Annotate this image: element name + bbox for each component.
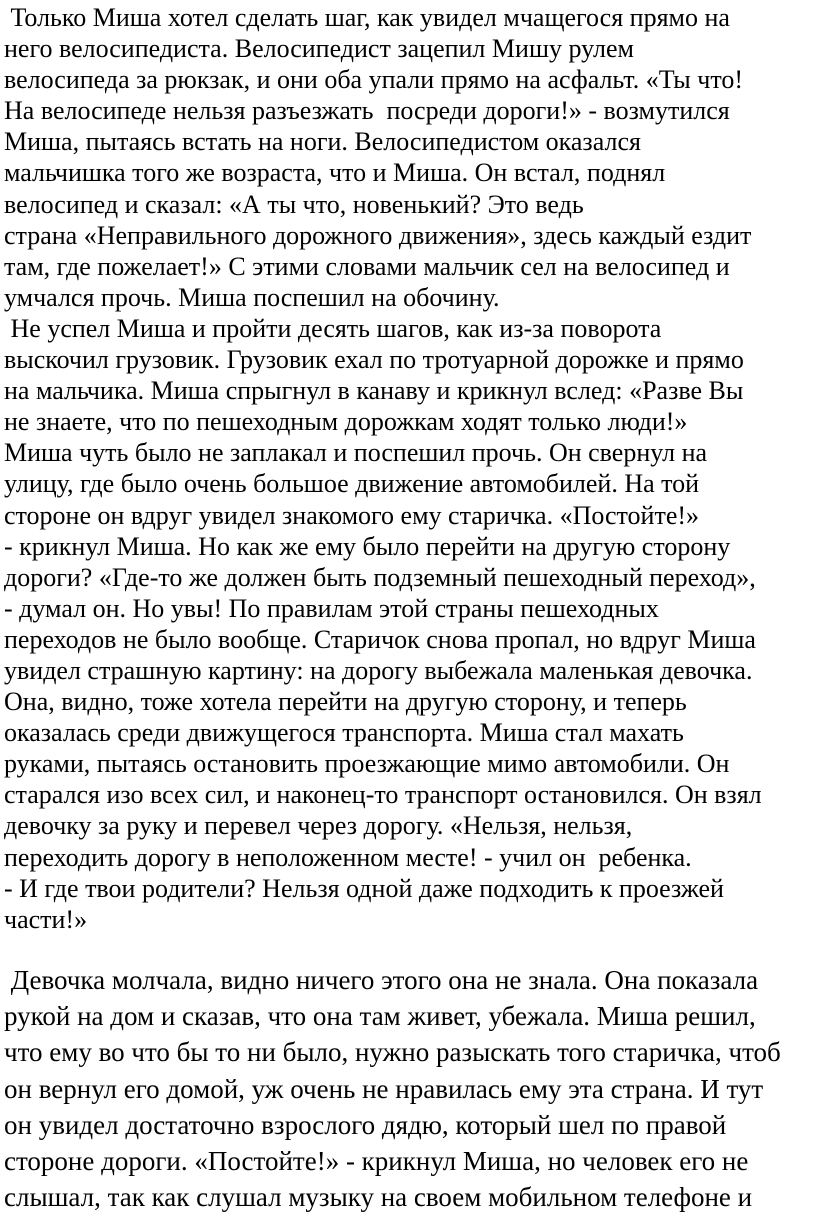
text-line: оказалась среди движущегося транспорта. Миша стал махать bbox=[4, 718, 684, 748]
text-line: Только Миша хотел сделать шаг, как увидел мчащегося прямо на bbox=[4, 3, 730, 32]
text-line: слышал, так как слушал музыку на своем мобильном телефоне и bbox=[4, 1182, 753, 1213]
text-line: переходов не было вообще. Старичок снова пропал, но вдруг Миша bbox=[4, 624, 756, 654]
text-line: Миша чуть было не заплакал и поспешил прочь. Он свернул на bbox=[4, 438, 708, 468]
text-line: старался изо всех сил, и наконец-то транспорт остановился. Он взял bbox=[4, 780, 762, 810]
text-line: мальчишка того же возраста, что и Миша. Он встал, поднял bbox=[4, 158, 666, 188]
story-text-block-1 bbox=[4, 2, 816, 935]
text-line: стороне он вдруг увидел знакомого ему старичка. «Постойте!» bbox=[4, 500, 700, 530]
text-line: - думал он. Но увы! По правилам этой страны пешеходных bbox=[4, 593, 659, 623]
text-line: умчался прочь. Миша поспешил на обочину. bbox=[4, 282, 500, 312]
text-line: - И где твои родители? Нельзя одной даже подходить к проезжей bbox=[4, 873, 724, 903]
text-line: там, где пожелает!» С этими словами мальчик сел на велосипед и bbox=[4, 251, 730, 281]
text-line: не знаете, что по пешеходным дорожкам ходят только люди!» bbox=[4, 407, 688, 437]
text-line: Не успел Миша и пройти десять шагов, как из-за поворота bbox=[4, 313, 662, 343]
text-line: он вернул его домой, уж очень не нравилась ему эта страна. И тут bbox=[4, 1073, 764, 1104]
text-line: увидел страшную картину: на дорогу выбежала маленькая девочка. bbox=[4, 655, 753, 685]
text-line: рукой на дом и сказав, что она там живет, убежала. Миша решил, bbox=[4, 1001, 756, 1032]
text-line: страна «Неправильного дорожного движения», здесь каждый ездит bbox=[4, 220, 752, 250]
text-line: руками, пытаясь остановить проезжающие мимо автомобили. Он bbox=[4, 749, 730, 779]
text-line: улицу, где было очень большое движение автомобилей. На той bbox=[4, 469, 700, 499]
text-line: стороне дороги. «Постойте!» - крикнул Миша, но человек его не bbox=[4, 1146, 749, 1177]
text-line: на мальчика. Миша спрыгнул в канаву и крикнул вслед: «Разве Вы bbox=[4, 376, 744, 406]
text-line: девочку за руку и перевел через дорогу. «Нельзя, нельзя, bbox=[4, 811, 633, 841]
text-line: он увидел достаточно взрослого дядю, который шел по правой bbox=[4, 1109, 727, 1140]
text-line: велосипед и сказал: «А ты что, новенький? Это ведь bbox=[4, 189, 584, 219]
text-line: - крикнул Миша. Но как же ему было перейти на другую сторону bbox=[4, 531, 731, 561]
story-text-block-2 bbox=[4, 962, 816, 1215]
text-line: переходить дорогу в неположенном месте! - учил он ребенка. bbox=[4, 842, 692, 872]
text-line: велосипеда за рюкзак, и они оба упали прямо на асфальт. «Ты что! bbox=[4, 65, 744, 95]
text-line: что ему во что бы то ни было, нужно разыскать того старичка, чтоб bbox=[4, 1037, 781, 1068]
text-line: Она, видно, тоже хотела перейти на другую сторону, и теперь bbox=[4, 687, 687, 717]
text-line: дороги? «Где-то же должен быть подземный пешеходный переход», bbox=[4, 562, 756, 592]
text-line: На велосипеде нельзя разъезжать посреди дороги!» - возмутился bbox=[4, 96, 730, 126]
text-line: части!» bbox=[4, 904, 88, 934]
text-line: Миша, пытаясь встать на ноги. Велосипедистом оказался bbox=[4, 127, 641, 157]
text-line: Девочка молчала, видно ничего этого она не знала. Она показала bbox=[4, 965, 759, 995]
text-line: него велосипедиста. Велосипедист зацепил Мишу рулем bbox=[4, 34, 634, 64]
text-line: выскочил грузовик. Грузовик ехал по тротуарной дорожке и прямо bbox=[4, 345, 744, 375]
